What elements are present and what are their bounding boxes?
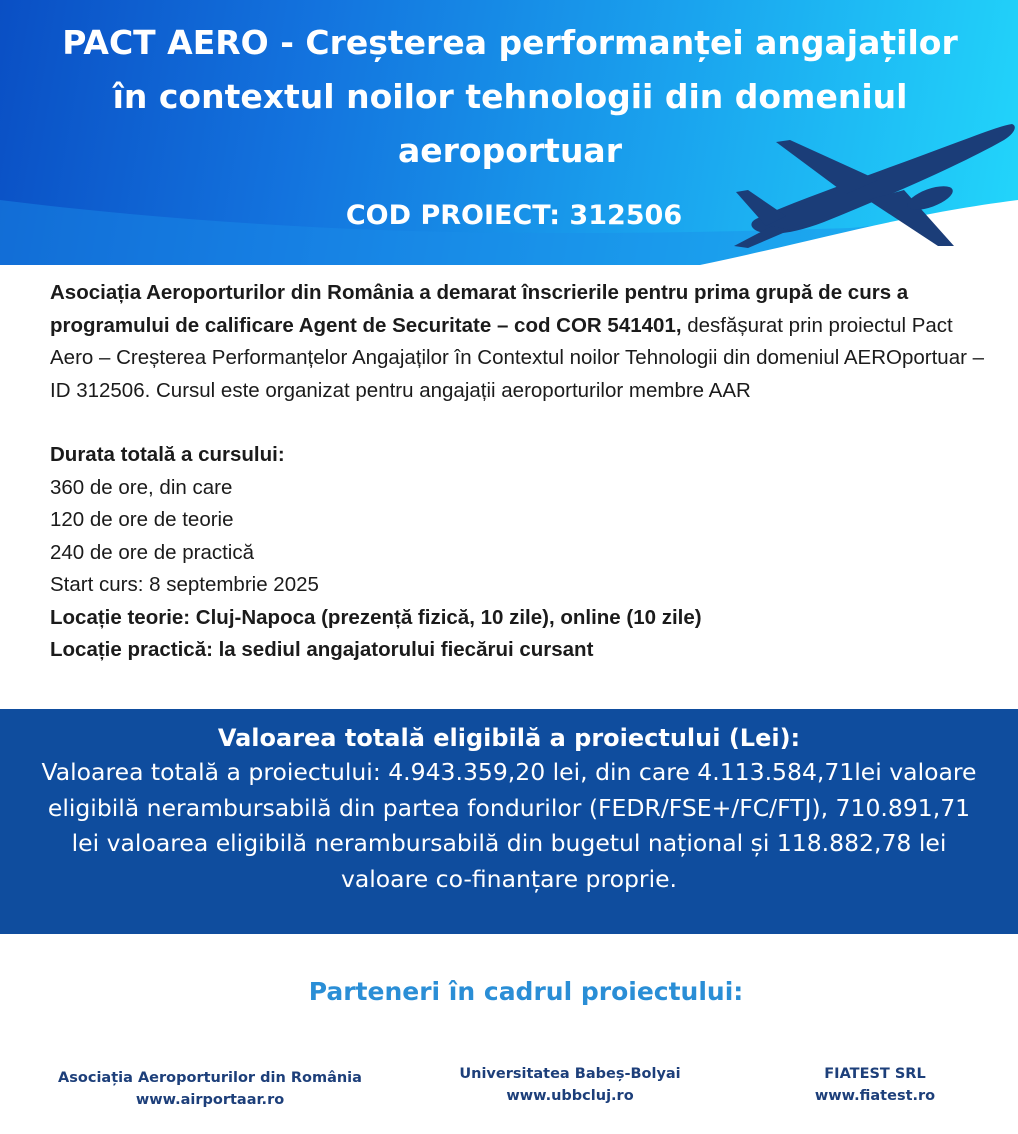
partner-aar (40, 1067, 380, 1111)
intro-bold-text: Asociația Aeroporturilor din România a demarat înscrierile pentru prima grupă de curs a programului de calificare Agent de Securitate – cod COR 541401, (50, 281, 909, 337)
partner-ubb (420, 1063, 720, 1107)
course-description (50, 277, 990, 667)
project-code: COD PROIECT: 312506 (345, 200, 683, 231)
partner-fiatest (770, 1063, 980, 1107)
value-text: Valoarea totală a proiectului: 4.943.359,20 lei, din care 4.113.584,71lei valoare eligibilă nerambursabilă din partea fondurilor (FEDR/FSE+/FC/FTJ), 710.891,71 lei valoarea eligibilă nerambursabilă din bugetul național și 118.882,78 lei valoare co-finanțare proprie. (41, 758, 977, 893)
partners-heading: Parteneri în cadrul proiectului: (308, 977, 744, 1006)
practice-hours: 240 de ore de practică (50, 540, 254, 564)
project-value-section (0, 709, 1018, 934)
partner-link[interactable]: www.airportaar.ro (135, 1092, 285, 1108)
value-title: Valoarea totală eligibilă a proiectului (Lei): (217, 724, 801, 752)
theory-hours: 120 de ore de teorie (50, 508, 234, 531)
airplane-icon (728, 110, 1018, 260)
duration-heading: Durata totală a cursului: (50, 443, 285, 466)
partner-name: Universitatea Babeș-Bolyai (459, 1066, 681, 1082)
partner-name: Asociația Aeroporturilor din România (58, 1070, 362, 1086)
partner-link[interactable]: www.fiatest.ro (814, 1088, 936, 1104)
partner-name: FIATEST SRL (824, 1066, 926, 1082)
theory-location: Locație teorie: Cluj-Napoca (prezență fizică, 10 zile), online (10 zile) (50, 605, 702, 629)
page-title: PACT AERO - Creșterea performanței angajaților în contextul noilor tehnologii din domeniul aeroportuar (62, 23, 958, 170)
intro-text: desfășurat prin proiectul Pact Aero – Creșterea Performanțelor Angajaților în Contextul noilor Tehnologii din domeniul AEROportuar – ID 312506. Cursul este organizat pentru angajații aeroporturilor membre AAR (50, 313, 985, 402)
practice-location: Locație practică: la sediul angajatorului fiecărui cursant (50, 638, 594, 661)
header-banner (0, 0, 1018, 265)
total-hours: 360 de ore, din care (50, 475, 233, 499)
start-date: Start curs: 8 septembrie 2025 (50, 573, 319, 596)
intro-paragraph (50, 277, 990, 407)
partner-link[interactable]: www.ubbcluj.ro (506, 1088, 634, 1104)
